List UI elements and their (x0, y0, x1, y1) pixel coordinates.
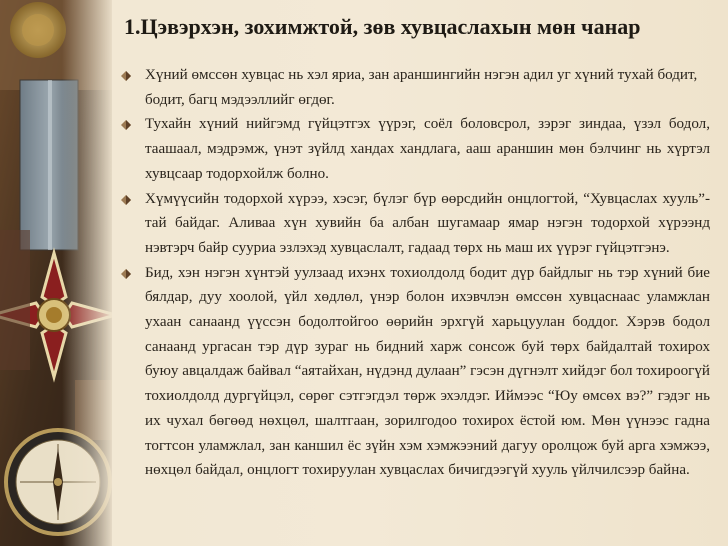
diamond-arrow-bullet-icon (120, 70, 133, 82)
bullet-text: Хүмүүсийн тодорхой хүрээ, хэсэг, бүлэг бүр өөрсдийн онцлогтой, “Хувцаслах хууль”-тай байдаг. Аливаа хүн хувийн ба албан шугамаар ямар нэгэн тодорхой хүрээнд нэвтэрч байр сууриа эзлэхэд хувцаслалт, гадаад төрх нь маш их үүрэг гүйцэтгэнэ. (145, 190, 710, 256)
bullet-item (120, 63, 710, 112)
bullet-text: Тухайн хүний нийгэмд гүйцэтгэх үүрэг, соёл боловсрол, зэрэг зиндаа, үзэл бодол, таашаал, мэдрэмж, үнэт зүйлд хандах хандлага, ааш араншин мөн бэлчинг нь хүртэл хувцсаар тодорхойлж болно. (145, 116, 710, 182)
slide-title: 1.Цэвэрхэн, зохимжтой, зөв хувцаслахын мөн чанар (124, 14, 641, 39)
diamond-arrow-bullet-icon (120, 194, 133, 206)
bullet-item (120, 112, 710, 186)
diamond-arrow-bullet-icon (120, 268, 133, 280)
bullet-item (120, 261, 710, 483)
bullet-text: Бид, хэн нэгэн хүнтэй уулзаад ихэнх тохиолдолд бодит дүр байдлыг нь тэр хүний бие бялдар, дуу хоолой, үйл хөдлөл, үнэр болон ихэвчлэн өмссөн хувцаснаас уламжлан ухаан санаанд үүссэн бодолтойгоо өөрийн эрхгүй харьцуулан боддог. Хэрэв бодол санаанд ургасан тэр дүр зураг нь бидний харж сонсож буй төрх байдалтай тохирох буюу авцалдаж байвал “аятайхан, нүдэнд дулаан” гэсэн дүгнэлт хийдэг бол тохироогүй тохиолдолд дургүйцэл, сөрөг сэтгэгдэл төрж эхэлдэг. Иймээс “Юу өмсөх вэ?” гэдэг нь их чухал бөгөөд нөхцөл, шалтгаан, зорилгодоо тохирох ёстой юм. Мөн үүнээс гадна тогтсон уламжлал, зан каншил ёс зүйн хэм хэмжээний дагуу оролцож буй арга хэмжээ, нөхцөл байдал, онцлогт тохируулан хувцаслах бичигдээгүй хууль үйлчилсээр байна. (145, 264, 710, 479)
bullet-item (120, 187, 710, 261)
diamond-arrow-bullet-icon (120, 119, 133, 131)
bullet-list (120, 63, 710, 483)
medals-compass-image (0, 0, 112, 546)
bullet-text: Хүний өмссөн хувцас нь хэл яриа, зан араншингийн нэгэн адил уг хүний тухай бодит, бодит, багц мэдээллийг өгдөг. (145, 67, 698, 108)
